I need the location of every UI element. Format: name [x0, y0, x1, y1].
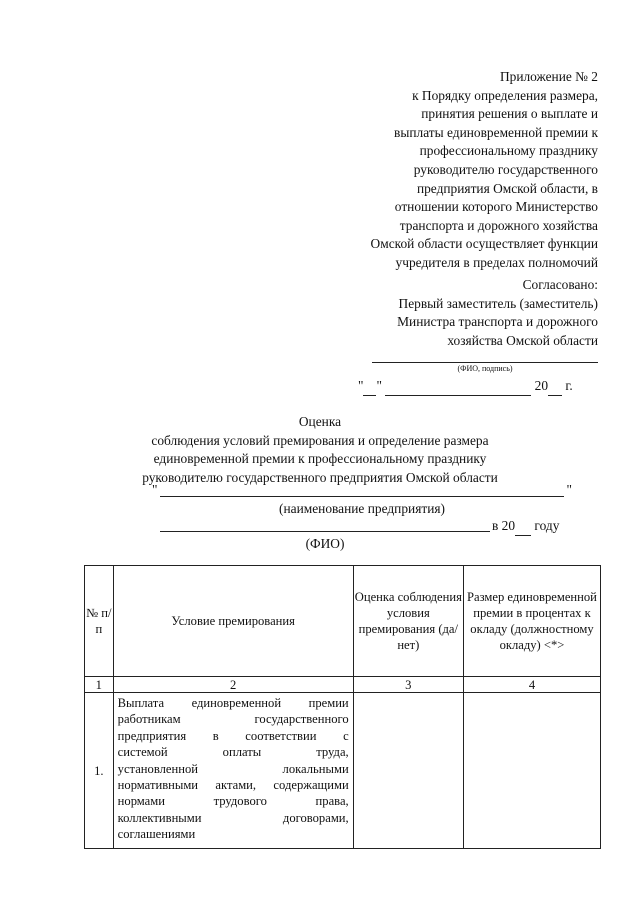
appendix-line: предприятия Омской области, в: [416, 180, 598, 196]
year-blank: [515, 517, 531, 536]
appendix-line: к Порядку определения размера,: [412, 87, 598, 103]
date-year-suffix: г.: [562, 378, 573, 393]
approval-block: [298, 276, 598, 350]
title-line: единовременной премии к профессиональному празднику: [153, 451, 487, 467]
column-number: 4: [463, 677, 600, 693]
year-blank: [548, 377, 562, 396]
approval-line: хозяйства Омской области: [447, 332, 598, 348]
header-condition: Условие премирования: [113, 566, 353, 677]
condition-line: предприятия в соответствии с: [117, 728, 349, 743]
document-title: [0, 413, 640, 487]
approval-line: Министра транспорта и дорожного: [397, 314, 598, 330]
condition-line: соглашениями: [117, 827, 196, 842]
header-num: № п/п: [85, 566, 114, 677]
title-line: Оценка: [298, 414, 342, 429]
fio-line: [160, 531, 490, 532]
column-number: 2: [113, 677, 353, 693]
enterprise-caption: (наименование предприятия): [279, 501, 445, 516]
row-condition: [113, 693, 353, 849]
title-line: руководителю государственного предприятия Омской области: [142, 469, 498, 485]
column-number: 1: [85, 677, 114, 693]
condition-line: нормативными актами, содержащими: [117, 778, 349, 793]
condition-line: работникам государственного: [117, 712, 349, 727]
fio-field: [160, 517, 600, 535]
approval-line: Согласовано:: [522, 277, 598, 292]
condition-line: Выплата единовременной премии: [117, 696, 349, 710]
condition-line: нормами трудового права,: [117, 794, 349, 809]
enterprise-name-field: " ": [152, 482, 572, 497]
approval-line: Первый заместитель (заместитель): [398, 295, 598, 311]
column-number-row: [85, 677, 601, 693]
year-text: в 20 году: [492, 517, 559, 536]
appendix-line: Омской области осуществляет функции: [370, 236, 598, 252]
assessment-table: [84, 565, 601, 849]
date-open-quote: ": [358, 378, 364, 393]
appendix-block: [298, 68, 598, 273]
appendix-line: транспорта и дорожного хозяйства: [399, 217, 598, 233]
day-blank: [363, 377, 376, 396]
date-mid-quote: ": [376, 378, 382, 393]
appendix-line: отношении которого Министерство: [394, 199, 598, 215]
condition-line: коллективными договорами,: [117, 810, 349, 825]
enterprise-name-line: [160, 496, 564, 497]
appendix-line: принятия решения о выплате и: [421, 106, 598, 122]
appendix-line: учредителя в пределах полномочий: [395, 254, 598, 270]
row-assessment[interactable]: [353, 693, 463, 849]
header-assessment: Оценка соблюдения условия премирования (да/нет): [353, 566, 463, 677]
appendix-line: руководителю государственного: [413, 161, 598, 177]
signature-caption: (ФИО, подпись): [457, 364, 513, 373]
column-number: 3: [353, 677, 463, 693]
signature-line: [372, 362, 598, 363]
table-header-row: [85, 566, 601, 677]
approval-date: [358, 377, 598, 396]
condition-line: системой оплаты труда,: [117, 745, 349, 760]
condition-line: установленной локальными: [117, 761, 349, 776]
date-year-prefix: 20: [534, 378, 549, 393]
month-blank: [385, 377, 531, 396]
header-size: Размер единовременной премии в процентах к окладу (должностному окладу) <*>: [463, 566, 600, 677]
row-size[interactable]: [463, 693, 600, 849]
row-num: 1.: [85, 693, 114, 849]
title-line: соблюдения условий премирования и определение размера: [151, 432, 489, 448]
table-row: [85, 693, 601, 849]
appendix-line: выплаты единовременной премии к: [394, 124, 598, 140]
fio-caption: (ФИО): [305, 536, 345, 551]
appendix-line: Приложение № 2: [499, 69, 598, 84]
appendix-line: профессиональному празднику: [419, 143, 598, 159]
